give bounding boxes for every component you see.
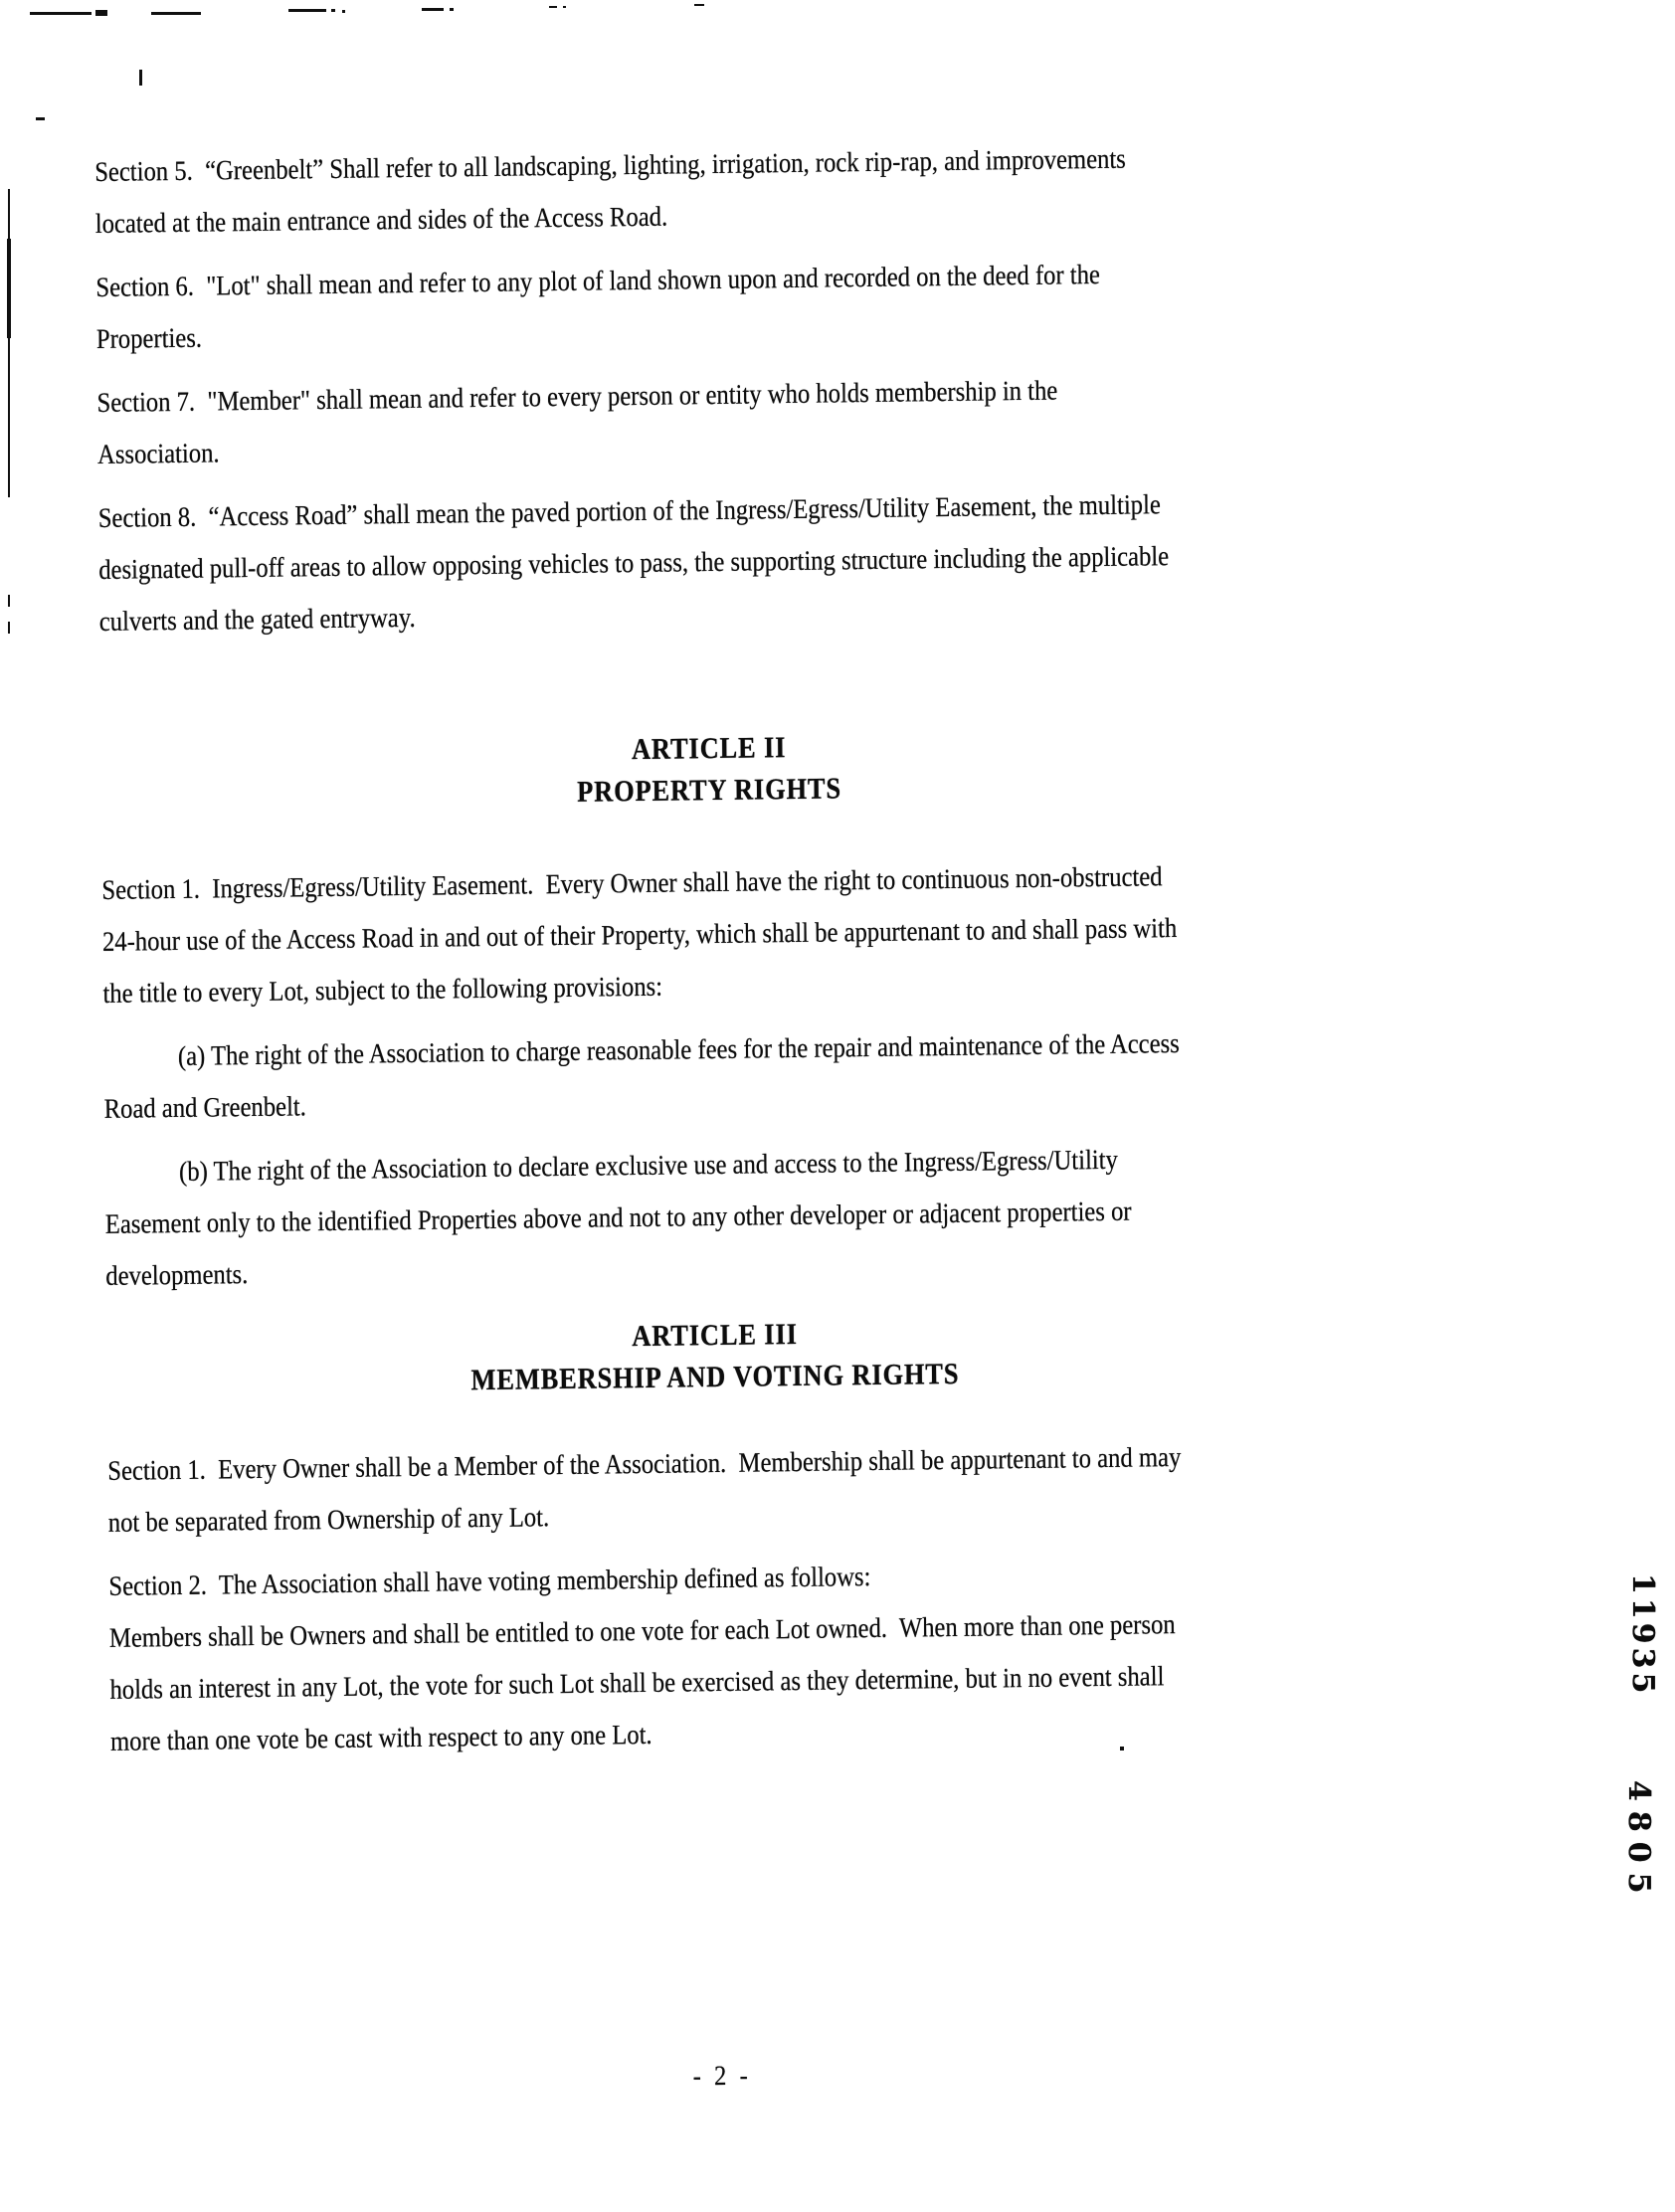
scan-artifact-tick [139, 70, 142, 86]
text-line: not be separated from Ownership of any Lot. [107, 1502, 550, 1539]
text-line: Easement only to the identified Properties above and not to any other developer or adjacent properties or [104, 1196, 1132, 1240]
scan-artifact-top-dot [563, 6, 566, 8]
text-line: developments. [105, 1259, 249, 1292]
article-3-title: ARTICLE III [632, 1317, 798, 1354]
text-line: Members shall be Owners and shall be entitled to one vote for each Lot owned. When more than one person [108, 1609, 1176, 1654]
scan-artifact-top-blob [95, 10, 107, 16]
text-line: Section 5. “Greenbelt” Shall refer to all landscaping, lighting, irrigation, rock rip-rap, and improvements [94, 143, 1126, 188]
text-line: holds an interest in any Lot, the vote for such Lot shall be exercised as they determine, but in no event shall [109, 1661, 1165, 1706]
text-line: culverts and the gated entryway. [98, 602, 416, 638]
scan-artifact-left-tick [8, 595, 10, 607]
definition-section-6 [95, 247, 1313, 366]
scan-artifact-top-dot [342, 10, 345, 13]
text-line: Section 6. "Lot" shall mean and refer to any plot of land shown upon and recorded on the deed for the [95, 259, 1101, 303]
text-line: located at the main entrance and sides of the Access Road. [94, 201, 668, 240]
scan-artifact-top-dash [288, 9, 326, 12]
article-2-heading [100, 720, 1318, 820]
article-2-title: ARTICLE II [631, 731, 787, 767]
scan-artifact-top-dash [151, 12, 201, 15]
text-line: (a) The right of the Association to charge reasonable fees for the repair and maintenance of the Access [177, 1027, 1180, 1072]
text-line: Association. [96, 438, 220, 470]
text-line: Section 2. The Association shall have voting membership defined as follows: [108, 1562, 871, 1602]
margin-stamp-top: 11935 [1625, 1573, 1660, 1698]
page-number: - 2 - [692, 2060, 752, 2093]
article-2-item-b [104, 1132, 1323, 1303]
article-3-heading [106, 1307, 1324, 1406]
document-content [94, 131, 1331, 2111]
article-3-section-2 [108, 1546, 1327, 1768]
text-line: 24-hour use of the Access Road in and out of their Property, which shall be appurtenant to and shall pass with [101, 913, 1178, 958]
text-line: Section 8. “Access Road” shall mean the paved portion of the Ingress/Egress/Utility Easement, the multiple [97, 489, 1161, 534]
scan-artifact-top-dash [30, 12, 92, 15]
definition-section-5 [94, 131, 1312, 251]
text-line: (b) The right of the Association to declare exclusive use and access to the Ingress/Egress/Utility [178, 1144, 1119, 1188]
text-line: Section 1. Every Owner shall be a Member of the Association. Membership shall be appurtenant to and may [107, 1442, 1182, 1487]
text-line: more than one vote be cast with respect to any one Lot. [109, 1719, 652, 1757]
margin-stamp-bottom: 4805 [1621, 1780, 1656, 1904]
article-2-subtitle: PROPERTY RIGHTS [577, 772, 842, 809]
scan-artifact-top-dot [549, 6, 557, 8]
text-line: the title to every Lot, subject to the following provisions: [102, 971, 663, 1010]
scan-artifact-dash [36, 117, 45, 120]
definition-section-8 [97, 477, 1316, 648]
article-2-item-a [103, 1016, 1321, 1136]
scan-artifact-left-line [8, 189, 10, 497]
scan-artifact-top-dot [331, 9, 335, 12]
scan-artifact-left-line-thick [7, 239, 11, 338]
text-line: Properties. [95, 322, 203, 355]
definition-section-7 [96, 362, 1314, 481]
article-3-section-1 [107, 1430, 1325, 1550]
scan-artifact-top-dash [694, 4, 704, 6]
text-line: Section 1. Ingress/Egress/Utility Easement. Every Owner shall have the right to continuous non-obstructed [101, 861, 1163, 906]
scan-artifact-top-dot [450, 8, 454, 11]
text-line: Section 7. "Member" shall mean and refer to every person or entity who holds membership in the [96, 375, 1058, 419]
scan-artifact-top-dash [422, 8, 444, 11]
article-3-subtitle: MEMBERSHIP AND VOTING RIGHTS [470, 1357, 960, 1397]
scan-artifact-left-tick [8, 622, 10, 634]
text-line: Road and Greenbelt. [103, 1091, 307, 1125]
text-line: designated pull-off areas to allow opposing vehicles to pass, the supporting structure including the applicable [98, 541, 1170, 586]
article-2-section-1 [101, 849, 1320, 1020]
